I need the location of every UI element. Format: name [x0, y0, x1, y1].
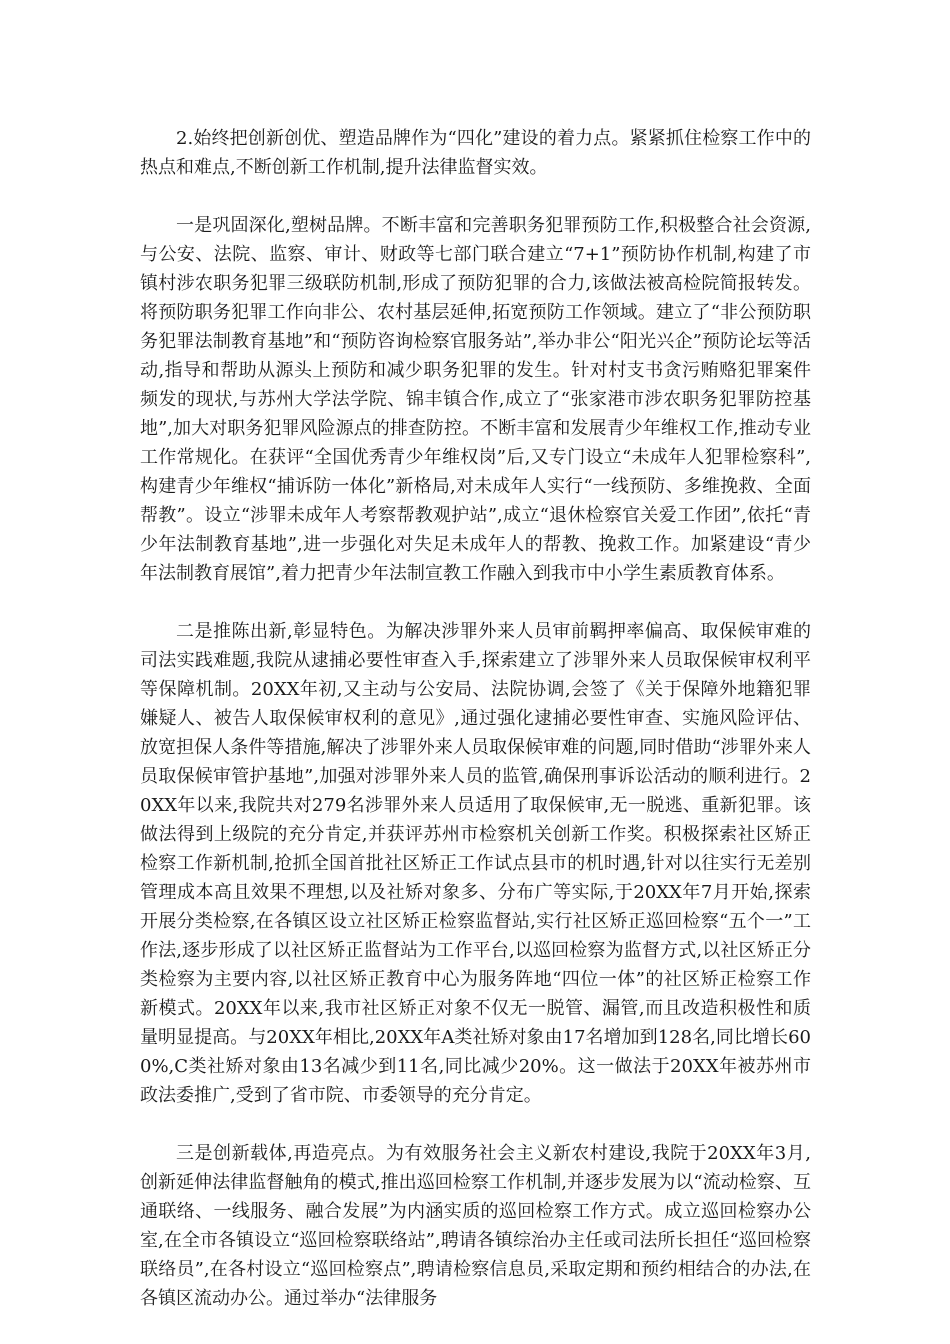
paragraph-consolidate-brand: 一是巩固深化,塑树品牌。不断丰富和完善职务犯罪预防工作,积极整合社会资源,与公安、法院、监察、审计、财政等七部门联合建立“7+1”预防协作机制,构建了市镇村涉农职务犯罪三级联防机制,形成了预防犯罪的合力,该做法被高检院简报转发。将预防职务犯罪工作向非公、农村基层延伸,拓宽预防工作领域。建立了“非公预防职务犯罪法制教育基地”和“预防咨询检察官服务站”,举办非公“阳光兴企”预防论坛等活动,指导和帮助从源头上预防和减少职务犯罪的发生。针对村支书贪污贿赂犯罪案件频发的现状,与苏州大学法学院、锦丰镇合作,成立了“张家港市涉农职务犯罪防控基地”,加大对职务犯罪风险源点的排查防控。不断丰富和发展青少年维权工作,推动专业工作常规化。在获评“全国优秀青少年维权岗”后,又专门设立“未成年人犯罪检察科”,构建青少年维权“捕诉防一体化”新格局,对未成年人实行“一线预防、多维挽救、全面帮教”。设立“涉罪未成年人考察帮教观护站”,成立“退休检察官关爱工作团”,依托“青少年法制教育基地”,进一步强化对失足未成年人的帮教、挽救工作。加紧建设“青少年法制教育展馆”,着力把青少年法制宣教工作融入到我市中小学生素质教育体系。 — [140, 215, 811, 584]
document-body — [140, 124, 811, 1342]
paragraph-innovation-focus: 2.始终把创新创优、塑造品牌作为“四化”建设的着力点。紧紧抓住检察工作中的热点和难点,不断创新工作机制,提升法律监督实效。 — [140, 128, 811, 178]
paragraph-innovate-features: 二是推陈出新,彰显特色。为解决涉罪外来人员审前羁押率偏高、取保候审难的司法实践难题,我院从逮捕必要性审查入手,探索建立了涉罪外来人员取保候审权利平等保障机制。20XX年初,又主动与公安局、法院协调,会签了《关于保障外地籍犯罪嫌疑人、被告人取保候审权利的意见》,通过强化逮捕必要性审查、实施风险评估、放宽担保人条件等措施,解决了涉罪外来人员取保候审难的问题,同时借助“涉罪外来人员取保候审管护基地”,加强对涉罪外来人员的监管,确保刑事诉讼活动的顺利进行。20XX年以来,我院共对279名涉罪外来人员适用了取保候审,无一脱逃、重新犯罪。该做法得到上级院的充分肯定,并获评苏州市检察机关创新工作奖。积极探索社区矫正检察工作新机制,抢抓全国首批社区矫正工作试点县市的机时遇,针对以往实行无差别管理成本高且效果不理想,以及社矫对象多、分布广等实际,于20XX年7月开始,探索开展分类检察,在各镇区设立社区矫正检察监督站,实行社区矫正巡回检察“五个一”工作法,逐步形成了以社区矫正监督站为工作平台,以巡回检察为监督方式,以社区矫正分类检察为主要内容,以社区矫正教育中心为服务阵地“四位一体”的社区矫正检察工作新模式。20XX年以来,我市社区矫正对象不仅无一脱管、漏管,而且改造积极性和质量明显提高。与20XX年相比,20XX年A类社矫对象由17名增加到128名,同比增长600%,C类社矫对象由13名减少到11名,同比减少20%。这一做法于20XX年被苏州市政法委推广,受到了省市院、市委领导的充分肯定。 — [140, 621, 811, 1106]
paragraph-innovate-carriers: 三是创新载体,再造亮点。为有效服务社会主义新农村建设,我院于20XX年3月,创新延伸法律监督触角的模式,推出巡回检察工作机制,并逐步发展为以“流动检察、互通联络、一线服务、融合发展”为内涵实质的巡回检察工作方式。成立巡回检察办公室,在全市各镇设立“巡回检察联络站”,聘请各镇综治办主任或司法所长担任“巡回检察联络员”,在各村设立“巡回检察点”,聘请检察信息员,采取定期和预约相结合的办法,在各镇区流动办公。通过举办“法律服务 — [140, 1143, 811, 1309]
